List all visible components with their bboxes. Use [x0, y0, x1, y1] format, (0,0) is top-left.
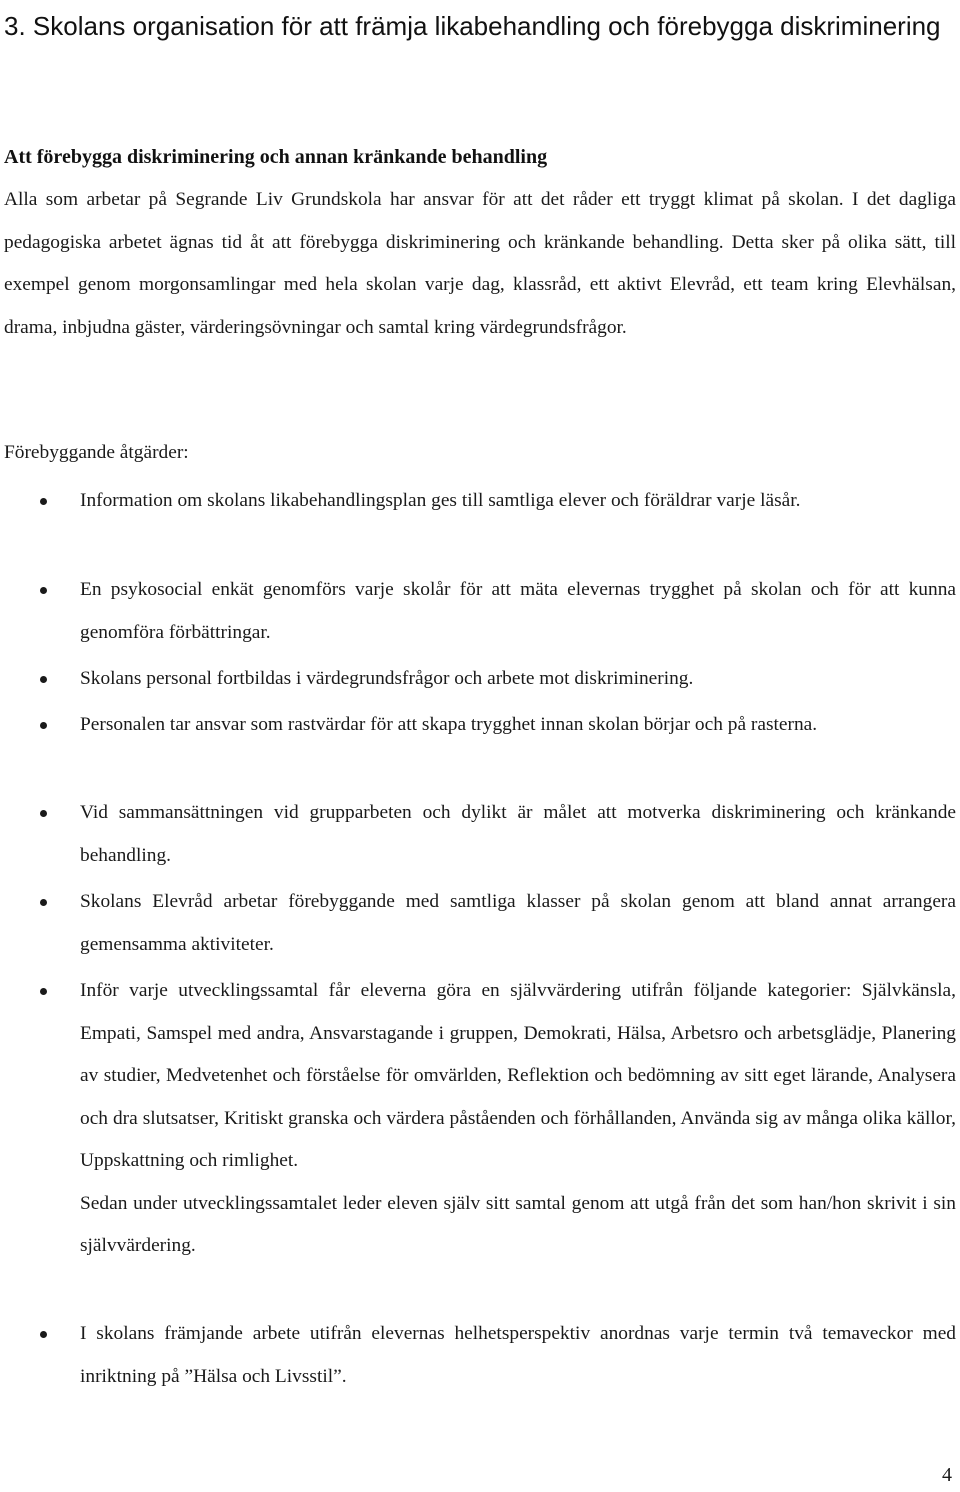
- measure-text: Skolans Elevråd arbetar förebyggande med samtliga klasser på skolan genom att bland annat arrangera gemensamma aktiviteter.: [80, 891, 956, 955]
- bullet-icon: [40, 988, 47, 995]
- measure-text: Skolans personal fortbildas i värdegrundsfrågor och arbete mot diskriminering.: [80, 668, 694, 689]
- bullet-icon: [40, 1331, 47, 1338]
- measure-text: Inför varje utvecklingssamtal får eleverna göra en självvärdering utifrån följande kategorier: Självkänsla, Empati, Samspel med andra, Ansvarstagande i gruppen, Demokrati, Hälsa, Arbetsro och arbetsglädje, Planering av studier, Medvetenhet och förståelse för omvärlden, Reflektion och bedömning av sitt eget lärande, Analysera och dra slutsatser, Kritiskt granska och värdera påståenden och förhållanden, Använda sig av många olika källor, Uppskattning och rimlighet.: [80, 980, 956, 1171]
- measure-item: [80, 881, 956, 966]
- intro-paragraph: Alla som arbetar på Segrande Liv Grundskola har ansvar för att det råder ett tryggt klimat på skolan. I det dagliga pedagogiska arbetet ägnas tid åt att förebygga diskriminering och kränkande behandling. Detta sker på olika sätt, till exempel genom morgonsamlingar med hela skolan varje dag, klassråd, ett aktivt Elevråd, ett team kring Elevhälsan, drama, inbjudna gäster, värderingsövningar och samtal kring värdegrundsfrågor.: [4, 189, 956, 338]
- measure-text: Personalen tar ansvar som rastvärdar för att skapa trygghet innan skolan börjar och på rasterna.: [80, 714, 818, 735]
- measure-item: [80, 569, 956, 654]
- measure-item: [80, 658, 956, 701]
- measure-text: En psykosocial enkät genomförs varje skolår för att mäta elevernas trygghet på skolan och för att kunna genomföra förbättringar.: [80, 579, 956, 643]
- measure-item: [80, 792, 956, 877]
- bullet-icon: [40, 587, 47, 594]
- measure-followup-text: Sedan under utvecklingssamtalet leder eleven själv sitt samtal genom att utgå från det som han/hon skrivit i sin självvärdering.: [80, 1192, 956, 1256]
- page-number: 4: [942, 1464, 952, 1486]
- measure-text: I skolans främjande arbete utifrån elevernas helhetsperspektiv anordnas varje termin två temaveckor med inriktning på ”Hälsa och Livsstil”.: [80, 1323, 956, 1387]
- bullet-icon: [40, 498, 47, 505]
- measure-item: [80, 970, 956, 1268]
- bullet-icon: [40, 676, 47, 683]
- measure-item: [80, 480, 956, 523]
- measures-label: Förebyggande åtgärder:: [4, 442, 189, 463]
- measure-text: Information om skolans likabehandlingsplan ges till samtliga elever och föräldrar varje läsår.: [80, 490, 801, 511]
- subsection-heading: Att förebygga diskriminering och annan kränkande behandling: [4, 146, 548, 168]
- bullet-icon: [40, 722, 47, 729]
- measure-text: Vid sammansättningen vid grupparbeten och dylikt är målet att motverka diskriminering och kränkande behandling.: [80, 802, 956, 866]
- measure-item: [80, 704, 956, 747]
- bullet-icon: [40, 899, 47, 906]
- measure-item: [80, 1313, 956, 1398]
- section-heading: 3. Skolans organisation för att främja likabehandling och förebygga diskriminering: [4, 11, 941, 41]
- bullet-icon: [40, 810, 47, 817]
